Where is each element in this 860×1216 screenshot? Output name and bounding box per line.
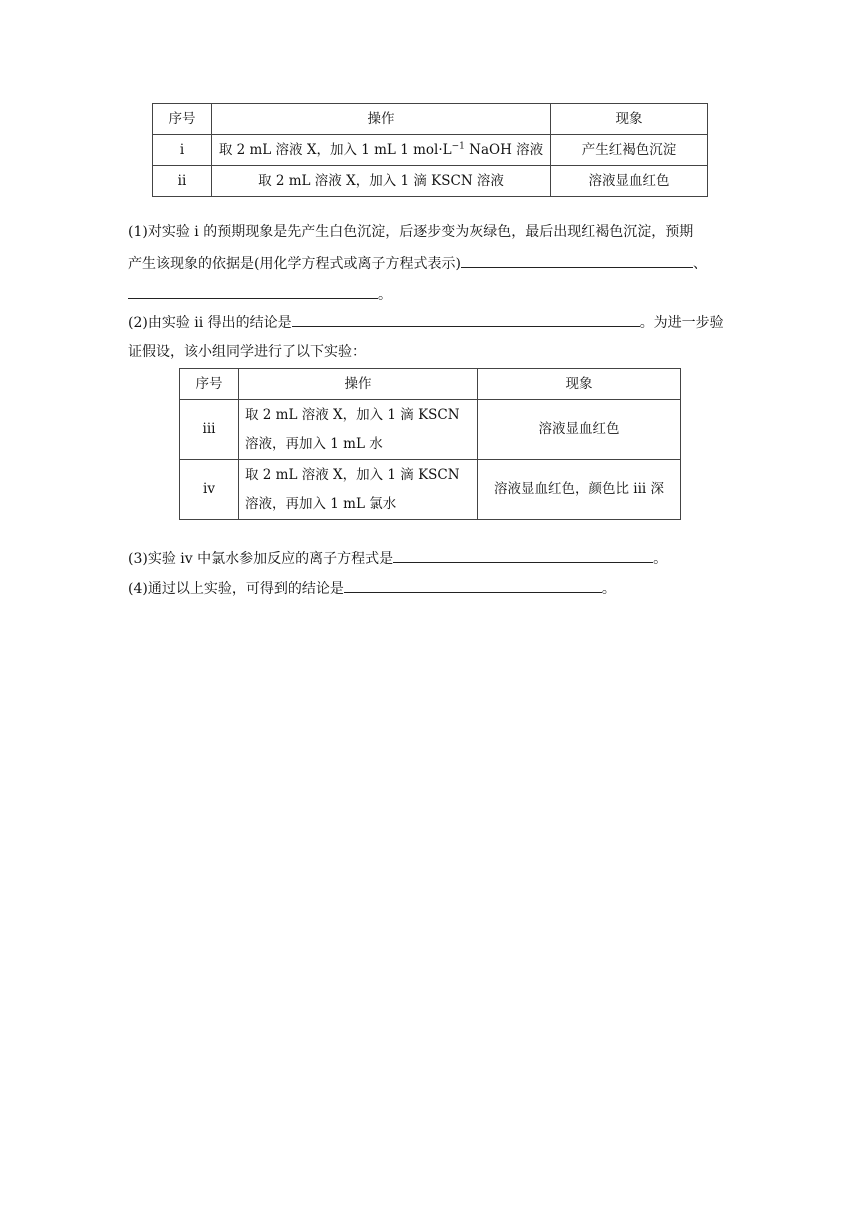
header-phenomenon: 现象 [551,104,708,135]
question-1-line-2 [128,253,707,274]
answer-blank[interactable] [393,548,653,563]
row-no: i [153,135,212,166]
row-phenomenon: 溶液显血红色，颜色比 iii 深 [478,460,681,520]
row-phenomenon: 溶液显血红色 [478,400,681,460]
header-no: 序号 [153,104,212,135]
answer-blank[interactable] [292,312,640,327]
operation-line-2: 溶液，再加入 1 mL 水 [245,435,383,452]
row-no: iii [180,400,239,460]
experiment-table-1 [152,103,708,197]
question-1-end: 。 [378,287,392,303]
question-4-end: 。 [601,581,616,597]
question-3 [128,548,667,569]
header-operation: 操作 [239,369,478,400]
table-row [180,400,681,460]
answer-blank[interactable] [128,284,378,299]
header-operation: 操作 [212,104,551,135]
answer-blank[interactable] [461,253,693,268]
header-phenomenon: 现象 [478,369,681,400]
question-1-line-1: (1)对实验 i 的预期现象是先产生白色沉淀，后逐步变为灰绿色，最后出现红褐色沉淀，预期 [128,224,694,240]
question-3-text: (3)实验 iv 中氯水参加反应的离子方程式是 [128,551,394,567]
table-row [153,135,708,166]
row-phenomenon: 产生红褐色沉淀 [551,135,708,166]
experiment-table-2 [179,368,681,520]
table-header-row [153,104,708,135]
row-no: iv [180,460,239,520]
row-operation [239,460,478,520]
operation-line-1: 取 2 mL 溶液 X，加入 1 滴 KSCN [245,466,460,483]
table-header-row [180,369,681,400]
question-3-end: 。 [653,551,668,567]
operation-line-1: 取 2 mL 溶液 X，加入 1 滴 KSCN [245,406,460,423]
operation-text-tail: NaOH 溶液 [464,142,544,158]
answer-blank[interactable] [344,578,602,593]
row-operation [212,135,551,166]
row-operation [239,400,478,460]
question-2-end: 。为进一步验 [639,315,724,331]
row-no: ii [153,166,212,197]
header-no: 序号 [180,369,239,400]
row-operation: 取 2 mL 溶液 X，加入 1 滴 KSCN 溶液 [212,166,551,197]
question-1-line-3 [128,284,392,305]
question-2-line-1 [128,312,724,333]
question-4-text: (4)通过以上实验，可得到的结论是 [128,581,344,597]
question-1-text: 产生该现象的依据是(用化学方程式或离子方程式表示) [128,256,461,272]
superscript: −1 [451,141,465,152]
question-4 [128,578,616,599]
table-row [180,460,681,520]
question-2-line-2: 证假设，该小组同学进行了以下实验： [128,344,366,360]
operation-text: 取 2 mL 溶液 X，加入 1 mL 1 mol·L [218,142,452,158]
operation-line-2: 溶液，再加入 1 mL 氯水 [245,495,397,512]
question-1-separator: 、 [692,256,707,272]
question-2-text: (2)由实验 ii 得出的结论是 [128,315,292,331]
table-row [153,166,708,197]
row-phenomenon: 溶液显血红色 [551,166,708,197]
